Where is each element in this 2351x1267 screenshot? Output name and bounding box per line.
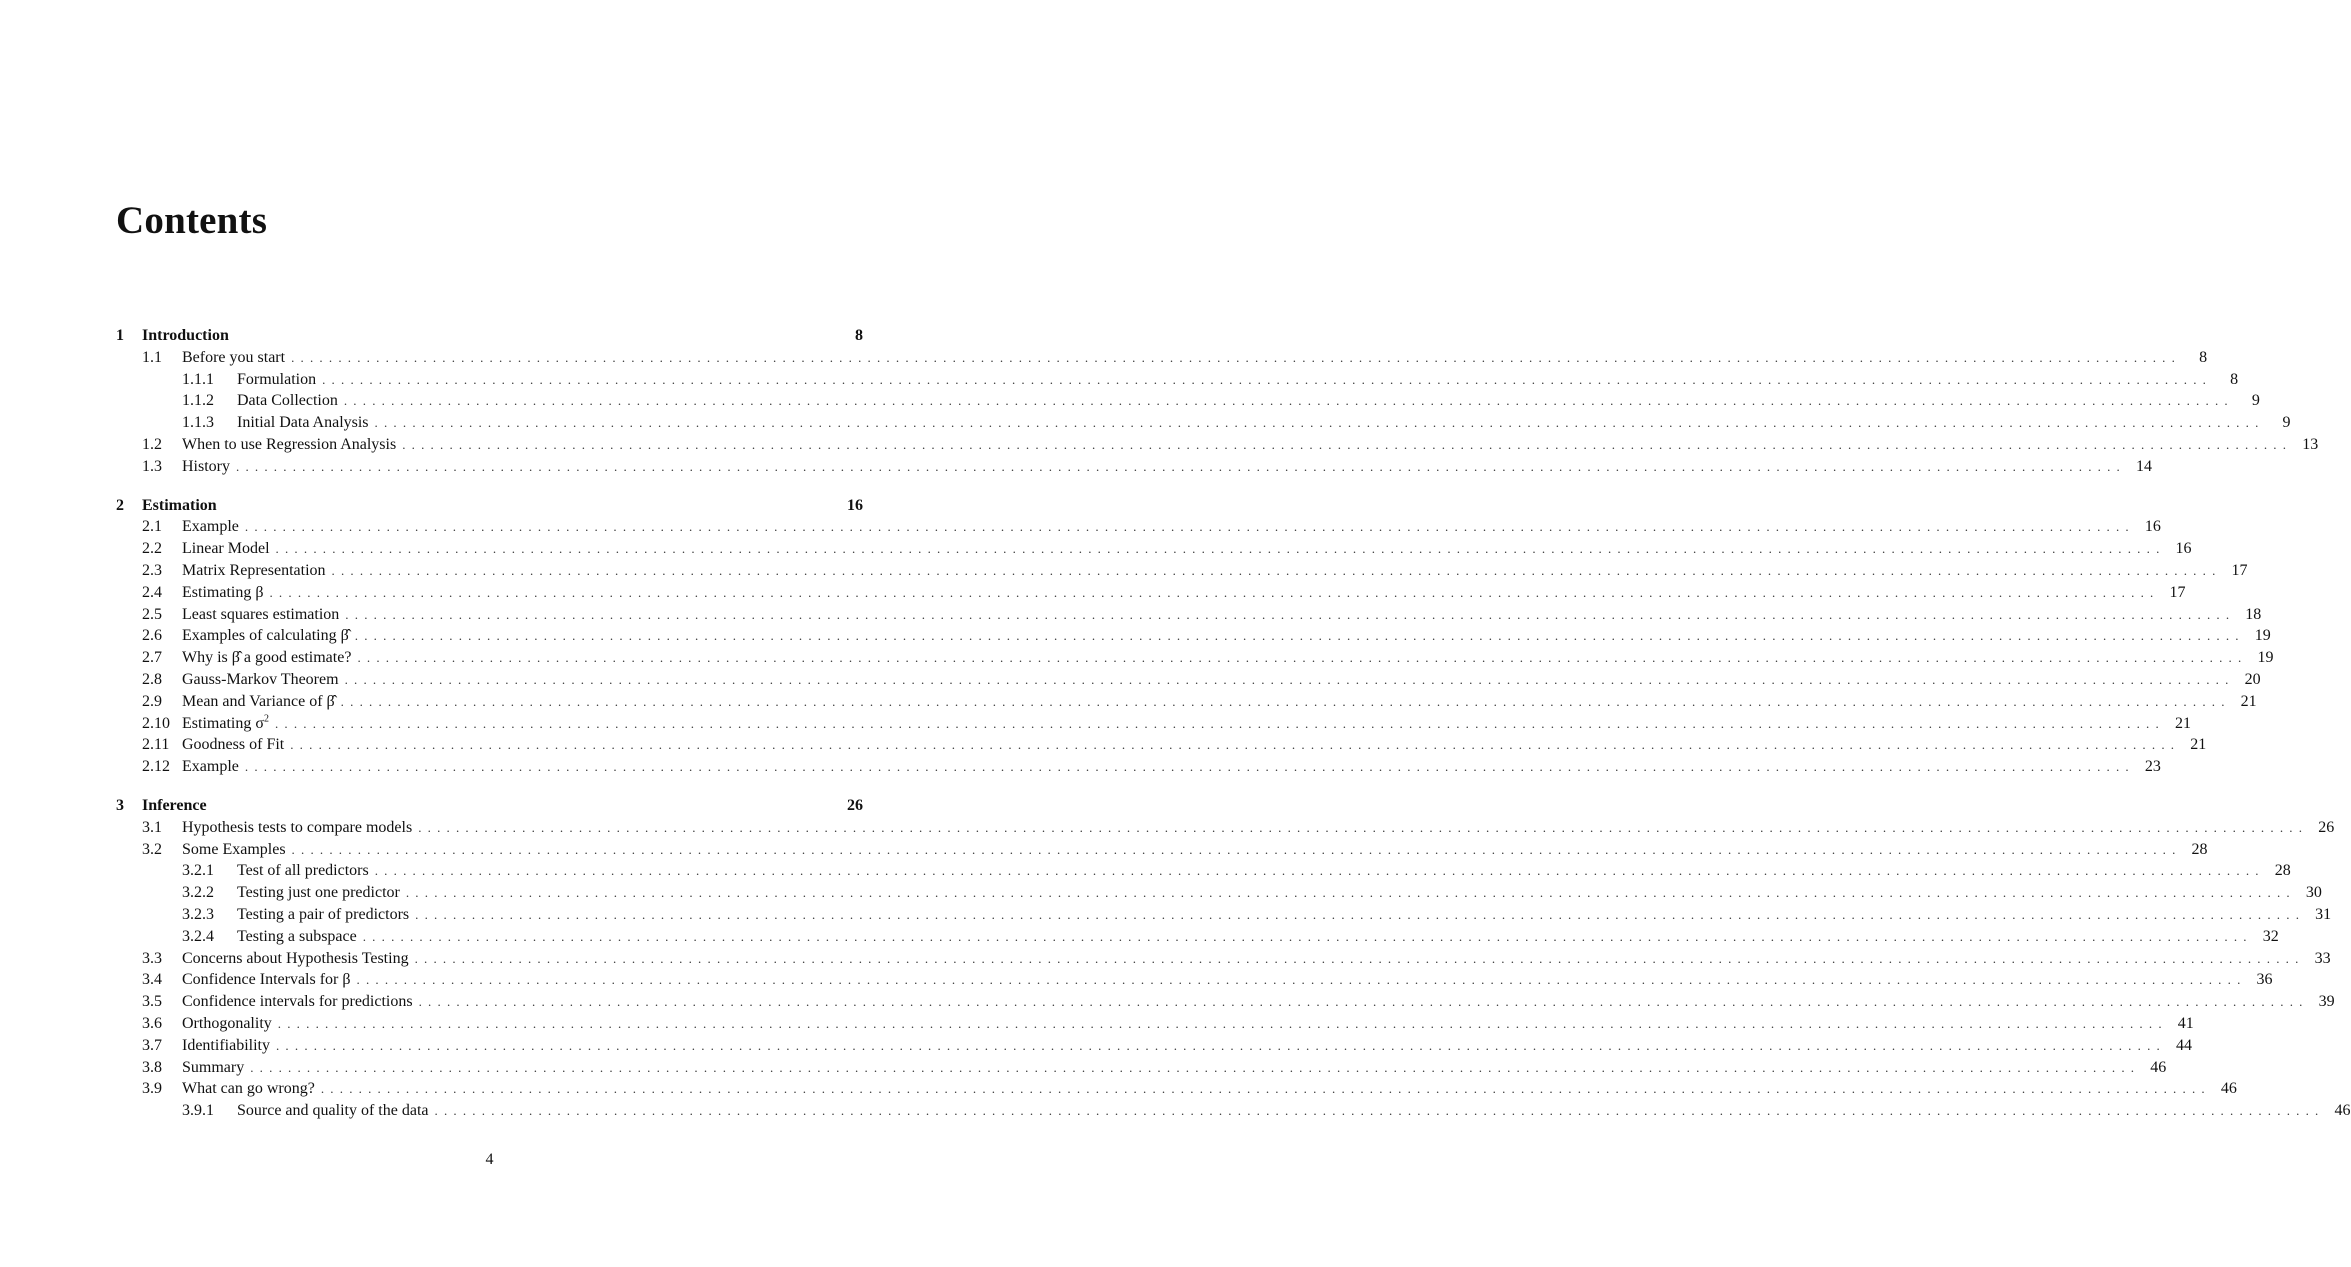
toc-section-row[interactable] — [116, 839, 2208, 861]
section-title: History — [182, 457, 230, 475]
section-title: Hypothesis tests to compare models — [182, 818, 413, 836]
page-ref: 36 — [2256, 971, 2273, 989]
section-title: Identifiability — [182, 1036, 270, 1054]
chapter-number: 3 — [116, 796, 124, 814]
subsection-title: Test of all predictors — [237, 862, 369, 880]
section-title: Estimating β — [182, 583, 264, 601]
toc-section-row[interactable] — [116, 734, 2207, 756]
section-title: Orthogonality — [182, 1014, 272, 1032]
page-ref: 18 — [2245, 605, 2262, 623]
dot-leader: ........................................................................................................................................................................................................ — [322, 371, 2213, 387]
section-number: 2.2 — [142, 540, 162, 558]
section-number: 3.6 — [142, 1014, 162, 1032]
page-ref: 21 — [2174, 714, 2191, 732]
dot-leader: ........................................................................................................................................................................................................ — [345, 606, 2236, 622]
toc-section-row[interactable] — [116, 434, 2319, 456]
subsection-title: Testing a pair of predictors — [237, 905, 410, 923]
toc-subsection-row[interactable] — [116, 369, 2239, 391]
section-title: When to use Regression Analysis — [182, 435, 397, 453]
dot-leader: ........................................................................................................................................................................................................ — [290, 737, 2181, 753]
page-ref: 19 — [2257, 649, 2274, 667]
section-title: What can go wrong? — [182, 1080, 315, 1098]
page-title: Contents — [116, 199, 268, 242]
dot-leader: ........................................................................................................................................................................................................ — [275, 1037, 2166, 1053]
subsection-title: Formulation — [237, 370, 317, 388]
dot-leader: ........................................................................................................................................................................................................ — [374, 863, 2265, 879]
toc-section-row[interactable] — [116, 347, 2208, 369]
toc-section-row[interactable] — [116, 1013, 2194, 1035]
page-ref: 39 — [2318, 993, 2335, 1011]
section-number: 3.7 — [142, 1036, 162, 1054]
page-ref: 21 — [2190, 736, 2207, 754]
section-number: 2.3 — [142, 561, 162, 579]
page-number: 4 — [485, 1151, 494, 1168]
section-number: 3.9 — [142, 1080, 162, 1098]
dot-leader: ........................................................................................................................................................................................................ — [414, 950, 2305, 966]
dot-leader: ........................................................................................................................................................................................................ — [418, 819, 2309, 835]
section-number: 2.1 — [142, 518, 162, 536]
dot-leader: ........................................................................................................................................................................................................ — [291, 349, 2182, 365]
section-number: 2.11 — [142, 736, 170, 754]
section-number: 3.1 — [142, 818, 162, 836]
toc-subsection-row[interactable] — [116, 860, 2291, 882]
section-number: 2.7 — [142, 649, 162, 667]
toc-subsection-row[interactable] — [116, 882, 2322, 904]
toc-subsection-row[interactable] — [116, 904, 2332, 926]
section-title: Goodness of Fit — [182, 736, 285, 754]
dot-leader: ........................................................................................................................................................................................................ — [331, 562, 2222, 578]
page-ref: 21 — [2240, 692, 2257, 710]
section-number: 2.12 — [142, 758, 170, 776]
toc-chapter-row[interactable] — [116, 495, 863, 517]
toc-subsection-row[interactable] — [116, 926, 2279, 948]
dot-leader: ........................................................................................................................................................................................................ — [418, 994, 2309, 1010]
dot-leader: ........................................................................................................................................................................................................ — [402, 436, 2293, 452]
subsection-number: 3.2.3 — [182, 905, 214, 923]
toc-section-row[interactable] — [116, 1035, 2192, 1057]
subsection-title: Testing a subspace — [237, 927, 357, 945]
dot-leader: ........................................................................................................................................................................................................ — [244, 519, 2135, 535]
section-number: 2.10 — [142, 714, 170, 732]
page-ref: 13 — [2302, 435, 2319, 453]
page-ref: 28 — [2274, 862, 2291, 880]
page-ref: 9 — [2251, 392, 2260, 410]
section-number: 2.8 — [142, 670, 162, 688]
page-ref: 41 — [2177, 1014, 2194, 1032]
toc-section-row[interactable] — [116, 516, 2161, 538]
dot-leader: ........................................................................................................................................................................................................ — [434, 1103, 2325, 1119]
section-number: 2.6 — [142, 627, 162, 645]
section-title: Confidence intervals for predictions — [182, 993, 413, 1011]
page-ref: 20 — [2244, 670, 2261, 688]
page-ref: 30 — [2305, 884, 2322, 902]
table-of-contents — [116, 325, 2351, 1122]
toc-section-row[interactable] — [116, 817, 2335, 839]
toc-section-row[interactable] — [116, 538, 2192, 560]
section-title: Gauss-Markov Theorem — [182, 670, 339, 688]
page-ref: 26 — [2318, 818, 2335, 836]
section-number: 2.9 — [142, 692, 162, 710]
dot-leader: ........................................................................................................................................................................................................ — [274, 715, 2165, 731]
section-title: Least squares estimation — [182, 605, 340, 623]
toc-section-row[interactable] — [116, 456, 2152, 478]
subsection-number: 3.9.1 — [182, 1102, 214, 1120]
toc-section-row[interactable] — [116, 560, 2248, 582]
dot-leader: ........................................................................................................................................................................................................ — [269, 584, 2160, 600]
chapter-number: 1 — [116, 327, 124, 344]
dot-leader: ........................................................................................................................................................................................................ — [357, 650, 2248, 666]
page-ref: 17 — [2231, 561, 2248, 579]
toc-section-row[interactable] — [116, 991, 2335, 1013]
page-ref: 16 — [2144, 518, 2161, 536]
section-title: Example — [182, 758, 239, 776]
subsection-title: Data Collection — [237, 392, 338, 410]
section-number: 3.8 — [142, 1058, 162, 1076]
section-number: 1.2 — [142, 435, 162, 453]
subsection-number: 3.2.4 — [182, 927, 214, 945]
dot-leader: ........................................................................................................................................................................................................ — [275, 541, 2166, 557]
dot-leader: ........................................................................................................................................................................................................ — [362, 928, 2253, 944]
page-ref: 26 — [847, 796, 863, 814]
page-ref: 9 — [2282, 414, 2291, 432]
page-ref: 16 — [2175, 540, 2192, 558]
toc-section-row[interactable] — [116, 1078, 2237, 1100]
page-ref: 46 — [2150, 1058, 2167, 1076]
toc-section-row[interactable] — [116, 1057, 2167, 1079]
section-title: Linear Model — [182, 540, 270, 558]
subsection-number: 3.2.1 — [182, 862, 214, 880]
chapter-title: Inference — [142, 796, 207, 814]
toc-subsection-row[interactable] — [116, 1100, 2351, 1122]
page-ref: 28 — [2191, 840, 2208, 858]
subsection-number: 3.2.2 — [182, 884, 214, 902]
chapter-1 — [116, 325, 2319, 478]
section-title: Before you start — [182, 348, 286, 366]
toc-chapter-row[interactable] — [116, 795, 863, 817]
dot-leader: ........................................................................................................................................................................................................ — [344, 671, 2235, 687]
section-number: 3.5 — [142, 993, 162, 1011]
dot-leader: ........................................................................................................................................................................................................ — [236, 458, 2126, 474]
toc-chapter-row[interactable] — [116, 325, 863, 347]
toc-section-row[interactable] — [116, 969, 2273, 991]
page-ref: 8 — [855, 327, 863, 344]
section-title: Concerns about Hypothesis Testing — [182, 949, 409, 967]
page-ref: 16 — [847, 496, 863, 514]
subsection-number: 1.1.3 — [182, 414, 214, 432]
dot-leader: ........................................................................................................................................................................................................ — [356, 972, 2247, 988]
toc-subsection-row[interactable] — [116, 412, 2291, 434]
section-title: Mean and Variance of β̂ — [182, 692, 335, 710]
toc-section-row[interactable] — [116, 647, 2274, 669]
toc-section-row[interactable] — [116, 669, 2261, 691]
page-ref: 19 — [2254, 627, 2271, 645]
section-title: Some Examples — [182, 840, 286, 858]
toc-section-row[interactable] — [116, 625, 2271, 647]
page-ref: 14 — [2136, 457, 2152, 475]
section-number: 1.1 — [142, 348, 162, 366]
toc-section-row[interactable] — [116, 691, 2257, 713]
section-title: Matrix Representation — [182, 561, 326, 579]
page-ref: 46 — [2220, 1080, 2237, 1098]
section-title: Confidence Intervals for β — [182, 971, 351, 989]
toc-section-row[interactable] — [116, 948, 2331, 970]
dot-leader: ........................................................................................................................................................................................................ — [340, 693, 2231, 709]
subsection-number: 1.1.2 — [182, 392, 214, 410]
section-title-text: Estimating σ — [182, 714, 264, 732]
subsection-title: Testing just one predictor — [237, 884, 400, 902]
page-ref: 17 — [2169, 583, 2186, 601]
dot-leader: ........................................................................................................................................................................................................ — [320, 1081, 2211, 1097]
section-number: 3.4 — [142, 971, 162, 989]
section-title — [182, 713, 269, 735]
page-ref: 44 — [2175, 1036, 2192, 1054]
dot-leader: ........................................................................................................................................................................................................ — [374, 415, 2265, 431]
toc-section-row[interactable] — [116, 582, 2186, 604]
page-ref: 8 — [2199, 348, 2208, 366]
dot-leader: ........................................................................................................................................................................................................ — [343, 393, 2234, 409]
dot-leader: ........................................................................................................................................................................................................ — [405, 885, 2296, 901]
subsection-title: Source and quality of the data — [237, 1102, 429, 1120]
page-ref: 32 — [2262, 927, 2279, 945]
page-ref: 46 — [2334, 1102, 2351, 1120]
dot-leader: ........................................................................................................................................................................................................ — [277, 1015, 2168, 1031]
subsection-number: 1.1.1 — [182, 370, 214, 388]
section-number: 2.4 — [142, 583, 162, 601]
toc-section-row[interactable] — [116, 713, 2191, 735]
dot-leader: ........................................................................................................................................................................................................ — [244, 759, 2135, 775]
page-ref: 31 — [2315, 905, 2332, 923]
section-title: Why is β̂ a good estimate? — [182, 649, 352, 667]
section-title: Example — [182, 518, 239, 536]
page-ref: 23 — [2144, 758, 2161, 776]
chapter-title: Introduction — [142, 327, 229, 344]
chapter-3 — [116, 795, 2351, 1122]
dot-leader: ........................................................................................................................................................................................................ — [354, 628, 2245, 644]
toc-section-row[interactable] — [116, 604, 2262, 626]
section-number: 3.3 — [142, 949, 162, 967]
chapter-title: Estimation — [142, 496, 217, 514]
page-ref: 8 — [2230, 370, 2239, 388]
section-number: 3.2 — [142, 840, 162, 858]
toc-section-row[interactable] — [116, 756, 2161, 778]
subsection-title: Initial Data Analysis — [237, 414, 369, 432]
page-ref: 33 — [2314, 949, 2331, 967]
chapter-number: 2 — [116, 496, 124, 514]
dot-leader: ........................................................................................................................................................................................................ — [415, 906, 2306, 922]
section-number: 1.3 — [142, 457, 162, 475]
toc-subsection-row[interactable] — [116, 390, 2260, 412]
section-number: 2.5 — [142, 605, 162, 623]
chapter-2 — [116, 495, 2274, 778]
dot-leader: ........................................................................................................................................................................................................ — [250, 1059, 2141, 1075]
superscript: 2 — [263, 713, 269, 725]
section-title: Examples of calculating β̂ — [182, 627, 349, 645]
section-title: Summary — [182, 1058, 245, 1076]
dot-leader: ........................................................................................................................................................................................................ — [291, 841, 2182, 857]
